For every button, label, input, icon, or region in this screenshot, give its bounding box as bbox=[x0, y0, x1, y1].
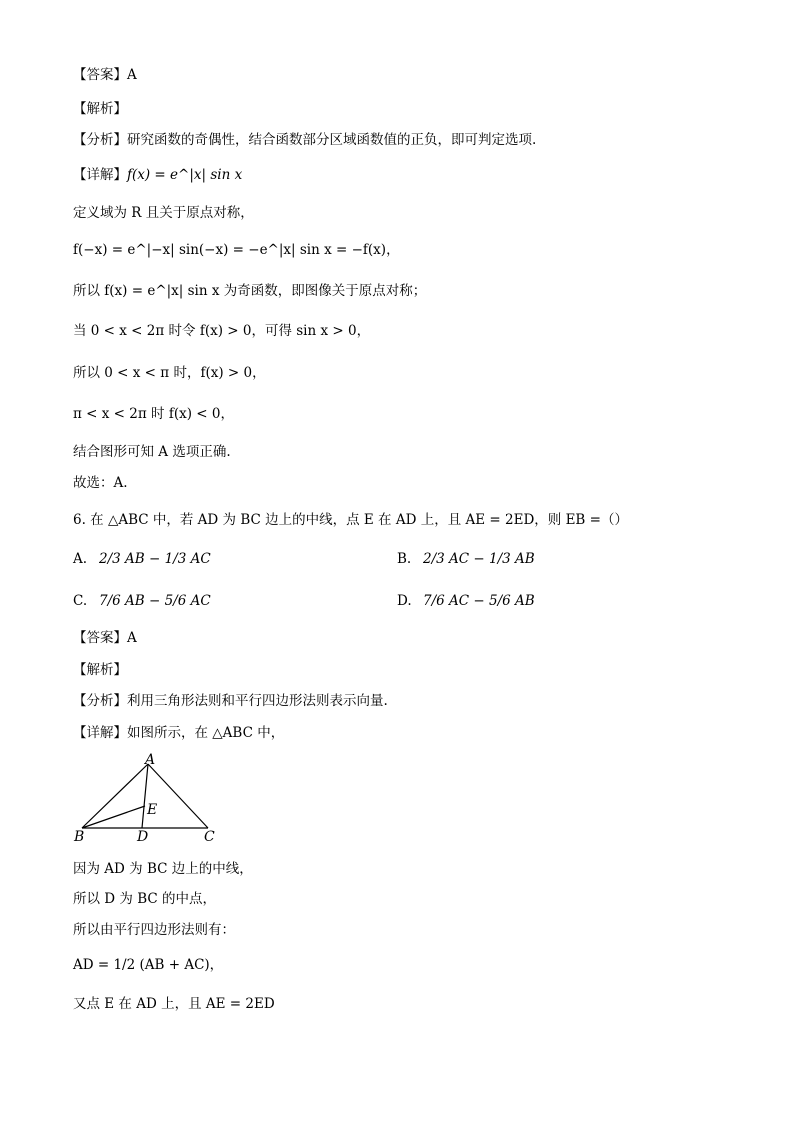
label-c: C bbox=[204, 829, 215, 845]
q6-step-3: AD = 1/2 (AB + AC)， bbox=[73, 957, 224, 973]
q6-detail-tag: 【详解】 bbox=[73, 725, 127, 741]
label-b: B bbox=[74, 829, 85, 845]
q5-answer-tag: 【答案】 bbox=[73, 67, 127, 83]
q6-option-c-text: 7/6 AB − 5/6 AC bbox=[99, 593, 211, 609]
q6-fenxi-line bbox=[73, 692, 388, 710]
segment-ac bbox=[148, 764, 208, 828]
q6-option-c-letter: C. bbox=[73, 593, 88, 609]
q5-step-4: 所以 0 < x < π 时，f(x) > 0， bbox=[73, 365, 266, 381]
q5-fenxi-tag: 【分析】 bbox=[73, 132, 127, 148]
q6-option-d-letter: D. bbox=[397, 593, 412, 609]
q5-detail-formula: f(x) = e^|x| sin x bbox=[127, 167, 243, 183]
q6-option-d-text: 7/6 AC − 5/6 AB bbox=[423, 593, 535, 609]
q6-fenxi-tag: 【分析】 bbox=[73, 693, 127, 709]
label-e: E bbox=[147, 802, 158, 818]
label-a: A bbox=[145, 752, 156, 768]
q6-step-2: 所以由平行四边形法则有： bbox=[73, 922, 235, 938]
q6-fenxi-text: 利用三角形法则和平行四边形法则表示向量. bbox=[127, 693, 388, 709]
q6-step-1: 所以 D 为 BC 的中点， bbox=[73, 891, 216, 907]
q5-step-1: f(−x) = e^|−x| sin(−x) = −e^|x| sin x = −f(x)， bbox=[73, 242, 400, 258]
q5-answer-line bbox=[73, 66, 137, 84]
segment-ab bbox=[82, 764, 148, 828]
q5-analysis-label: 【解析】 bbox=[73, 101, 127, 117]
q6-option-d bbox=[397, 592, 535, 610]
q6-option-a bbox=[73, 550, 211, 568]
q5-detail-tag: 【详解】 bbox=[73, 167, 127, 183]
q5-detail-line bbox=[73, 166, 242, 184]
q6-option-b-letter: B. bbox=[397, 551, 412, 567]
q6-analysis-tag bbox=[73, 661, 127, 679]
q6-step-0: 因为 AD 为 BC 边上的中线， bbox=[73, 861, 253, 877]
q5-fenxi-line bbox=[73, 131, 536, 149]
triangle-abc-figure bbox=[70, 752, 230, 847]
q6-step-4: 又点 E 在 AD 上，且 AE = 2ED bbox=[73, 996, 275, 1012]
q5-step-0: 定义域为 R 且关于原点对称， bbox=[73, 205, 254, 221]
q5-fenxi-text: 研究函数的奇偶性，结合函数部分区域函数值的正负，即可判定选项. bbox=[127, 132, 537, 148]
q6-option-b bbox=[397, 550, 535, 568]
q6-option-a-text: 2/3 AB − 1/3 AC bbox=[99, 551, 211, 567]
q6-answer-line bbox=[73, 629, 137, 647]
q6-answer-value: A bbox=[127, 630, 137, 646]
segment-be bbox=[82, 806, 145, 828]
q6-stem: 6. 在 △ABC 中，若 AD 为 BC 边上的中线，点 E 在 AD 上，且 AE = 2ED，则 EB =（） bbox=[73, 512, 628, 528]
label-d: D bbox=[137, 829, 149, 845]
q6-option-a-letter: A. bbox=[73, 551, 88, 567]
q5-step-2: 所以 f(x) = e^|x| sin x 为奇函数，即图像关于原点对称； bbox=[73, 283, 427, 299]
q5-step-6: 结合图形可知 A 选项正确. bbox=[73, 444, 231, 460]
q6-answer-tag: 【答案】 bbox=[73, 630, 127, 646]
q6-detail-line bbox=[73, 724, 284, 742]
segment-ad bbox=[142, 764, 148, 828]
q5-answer-value: A bbox=[127, 67, 137, 83]
q6-detail-text: 如图所示，在 △ABC 中， bbox=[127, 725, 285, 741]
q5-step-7: 故选：A. bbox=[73, 475, 128, 491]
q6-option-b-text: 2/3 AC − 1/3 AB bbox=[423, 551, 535, 567]
q6-analysis-label: 【解析】 bbox=[73, 662, 127, 678]
q5-step-3: 当 0 < x < 2π 时令 f(x) > 0，可得 sin x > 0， bbox=[73, 323, 371, 339]
q5-step-5: π < x < 2π 时 f(x) < 0， bbox=[73, 406, 234, 422]
q6-option-c bbox=[73, 592, 211, 610]
q5-analysis-tag bbox=[73, 100, 127, 118]
